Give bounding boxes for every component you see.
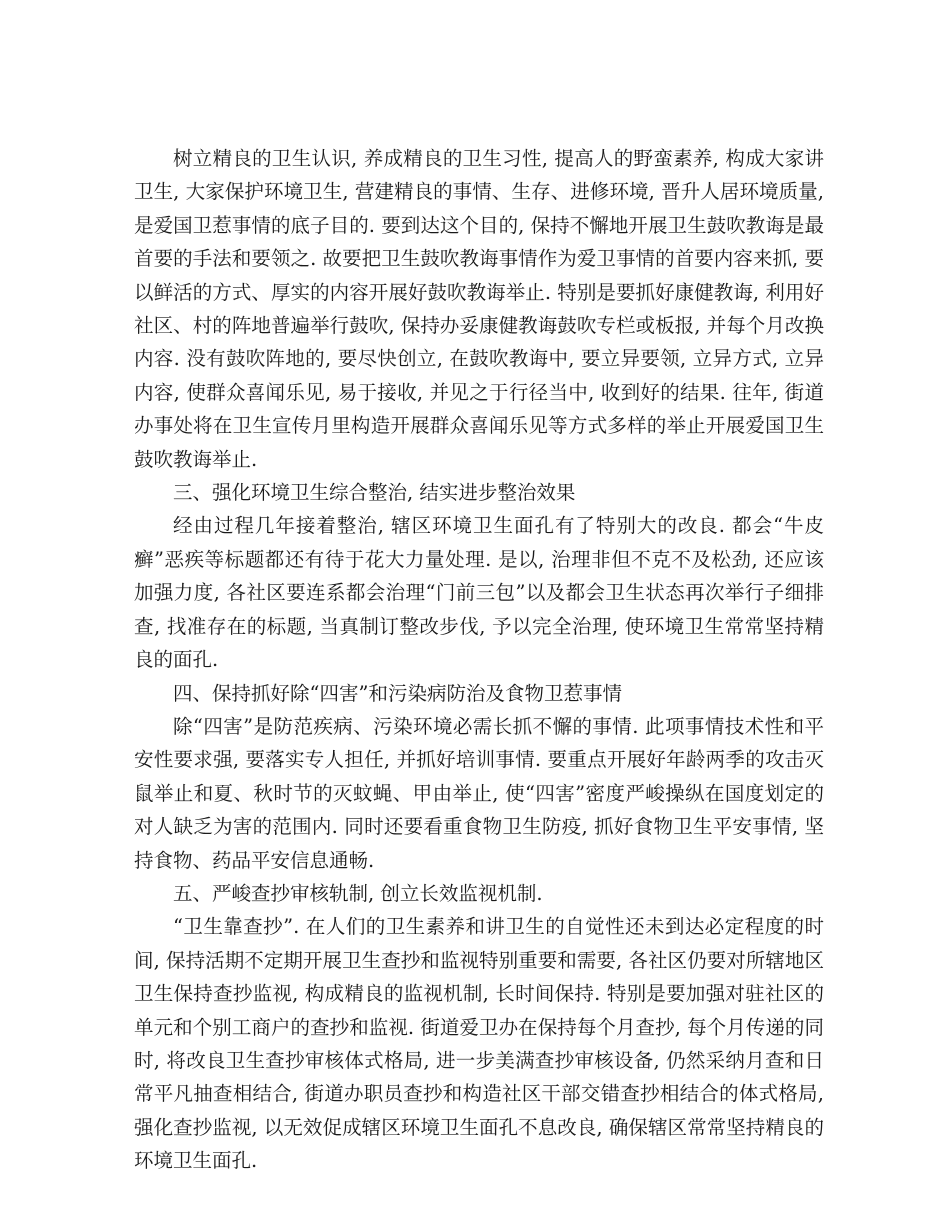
- paragraph-inspection: “卫生靠查抄”. 在人们的卫生素养和讲卫生的自觉性还未到达必定程度的时间, 保持活期不定期开展卫生查抄和监视特别重要和需要, 各社区仍要对所辖地区卫生保持查抄监视, 构成精良的监视机制, 长时间保持. 特别是要加强对驻社区的单元和个别工商户的查抄和监视. 街道爱卫办在保持每个月查抄, 每个月传递的同时, 将改良卫生查抄审核体式格局, 进一步美满查抄审核设备, 仍然采纳月查和日常平凡抽查相结合, 街道办职员查抄和构造社区干部交错查抄相结合的体式格局, 强化查抄监视, 以无效促成辖区环境卫生面孔不息改良, 确保辖区常常坚持精良的环境卫生面孔.: [134, 915, 824, 1173]
- section-heading-3: 三、强化环境卫生综合整治, 结实进步整治效果: [173, 481, 576, 505]
- paragraph-four-pests: 除“四害”是防范疾病、污染环境必需长抓不懈的事情. 此项事情技术性和平安性要求强, 要落实专人担任, 并抓好培训事情. 要重点开展好年龄两季的攻击灭鼠举止和夏、秋时节的灭蚊蝇、甲由举止, 使“四害”密度严峻操纵在国度划定的对人缺乏为害的范围内. 同时还要看重食物卫生防疫, 抓好食物卫生平安事情, 坚持食物、药品平安信息通畅.: [134, 714, 824, 872]
- paragraph-hygiene-education: 树立精良的卫生认识, 养成精良的卫生习性, 提高人的野蛮素养, 构成大家讲卫生, 大家保护环境卫生, 营建精良的事情、生存、进修环境, 晋升人居环境质量, 是爱国卫惹事情的底子目的. 要到达这个目的, 保持不懈地开展卫生鼓吹教诲是最首要的手法和要领之. 故要把卫生鼓吹教诲事情作为爱卫事情的首要内容来抓, 要以鲜活的方式、厚实的内容开展好鼓吹教诲举止. 特别是要抓好康健教诲, 利用好社区、村的阵地普遍举行鼓吹, 保持办妥康健教诲鼓吹专栏或板报, 并每个月改换内容. 没有鼓吹阵地的, 要尽快创立, 在鼓吹教诲中, 要立异要领, 立异方式, 立异内容, 使群众喜闻乐见, 易于接收, 并见之于行径当中, 收到好的结果. 往年, 街道办事处将在卫生宣传月里构造开展群众喜闻乐见等方式多样的举止开展爱国卫生鼓吹教诲举止.: [134, 147, 824, 471]
- section-heading-5: 五、严峻查抄审核轨制, 创立长效监视机制.: [173, 881, 543, 905]
- document-body: [134, 142, 824, 1178]
- paragraph-environment-rectification: 经由过程几年接着整治, 辖区环境卫生面孔有了特别大的改良. 都会“牛皮癣”恶疾等标题都还有待于花大力量处理. 是以, 治理非但不克不及松劲, 还应该加强力度, 各社区要连系都会治理“门前三包”以及都会卫生状态再次举行子细排查, 找准存在的标题, 当真制订整改步伐, 予以完全治理, 使环境卫生常常坚持精良的面孔.: [134, 514, 824, 672]
- section-heading-4: 四、保持抓好除“四害”和污染病防治及食物卫惹事情: [173, 681, 622, 705]
